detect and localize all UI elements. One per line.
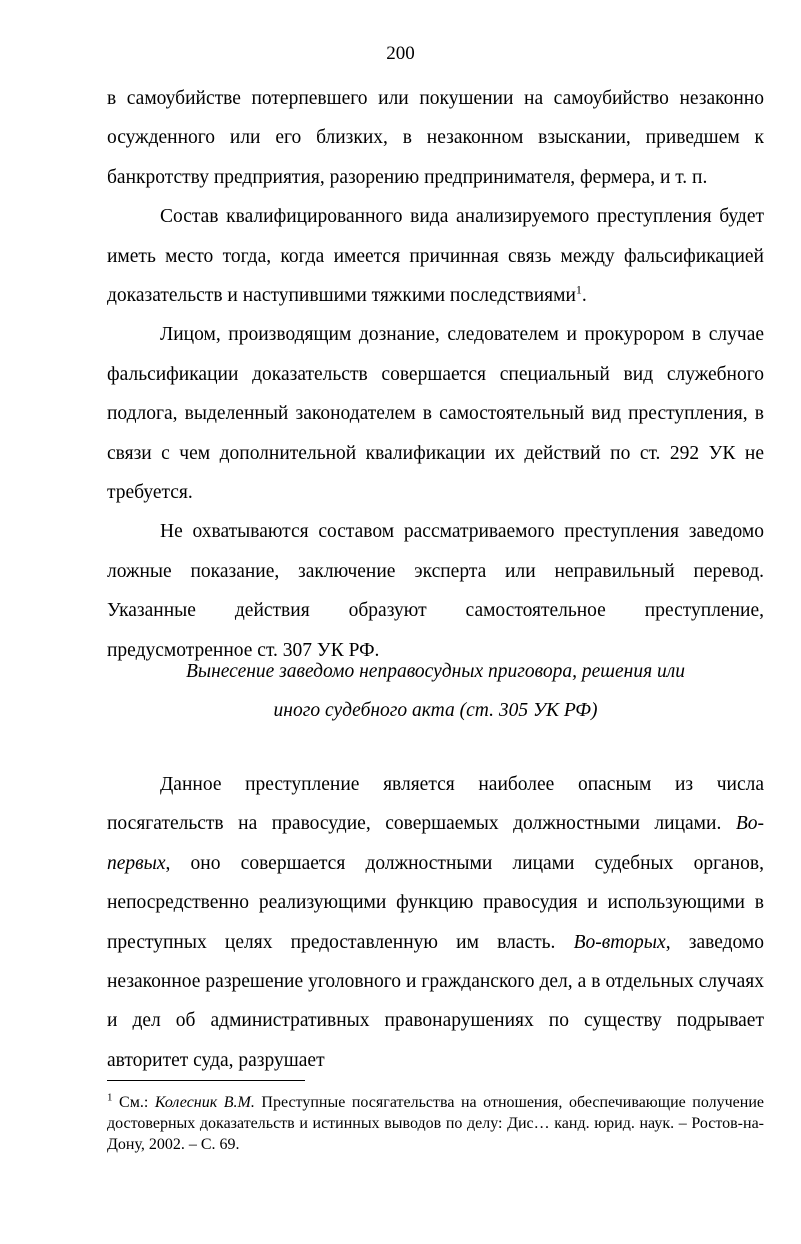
- footnote-mark: 1: [107, 1091, 113, 1104]
- paragraph-text-part-3: , заведомо незаконное разрешение уголовного и гражданского дел, а в отдельных случаях и дел об административных правонарушениях по существу подрывает авторитет суда, разрушает: [107, 931, 764, 1071]
- footnote-reference[interactable]: 1: [575, 282, 582, 297]
- body-text-top: [107, 79, 764, 670]
- paragraph-text-part-1: Данное преступление является наиболее опасным из числа посягательств на правосудие, совершаемых должностными лицами.: [107, 774, 764, 835]
- footnote-text: Преступные посягательства на отношения, обеспечивающие получение достоверных доказательств и истинных выводов по делу: Дис… канд. юрид. наук. – Ростов-на-Дону, 2002. – С. 69.: [107, 1094, 764, 1153]
- paragraph-text: Состав квалифицированного вида анализируемого преступления будет иметь место тогда, когда имеется причинная связь между фальсификацией доказательств и наступившими тяжкими последствиями: [107, 206, 764, 307]
- footnote: [107, 1092, 764, 1155]
- section-heading-line-2: иного судебного акта (ст. 305 УК РФ): [273, 700, 598, 722]
- section-heading-line-1: Вынесение заведомо неправосудных приговора, решения или: [185, 661, 686, 682]
- paragraph-not-covered: Не охватываются составом рассматриваемого преступления заведомо ложные показание, заключение эксперта или неправильный перевод. Указанные действия образуют самостоятельное преступление, предусмотренное ст. 307 УК РФ.: [107, 521, 764, 661]
- emphasis-second: Во-вторых: [573, 931, 666, 953]
- emphasis-first: Во-первых: [107, 813, 764, 874]
- paragraph-end: .: [581, 285, 587, 307]
- page-number: 200: [386, 43, 415, 64]
- paragraph-official-forgery: Лицом, производящим дознание, следователем и прокурором в случае фальсификации доказательств совершается специальный вид служебного подлога, выделенный законодателем в самостоятельный вид преступления, в связи с чем дополнительной квалификации их действий по ст. 292 УК не требуется.: [107, 324, 764, 504]
- section-heading: [107, 652, 764, 731]
- paragraph-most-dangerous: [107, 765, 764, 1080]
- paragraph-continuation: в самоубийстве потерпевшего или покушении на самоубийство незаконно осужденного или его близких, в незаконном взыскании, приведшем к банкротству предприятия, разорению предпринимателя, фермера, и т. п.: [107, 88, 764, 188]
- paragraph-text-part-2: , оно совершается должностными лицами судебных органов, непосредственно реализующими функцию правосудия и использующими в преступных целях предоставленную им власть.: [107, 852, 764, 953]
- footnote-divider: [107, 1080, 305, 1081]
- footnote-author: Колесник В.М.: [154, 1094, 255, 1111]
- paragraph-qualified-composition: [107, 197, 764, 315]
- footnote-prefix: См.:: [112, 1094, 155, 1111]
- body-text-bottom: [107, 765, 764, 1080]
